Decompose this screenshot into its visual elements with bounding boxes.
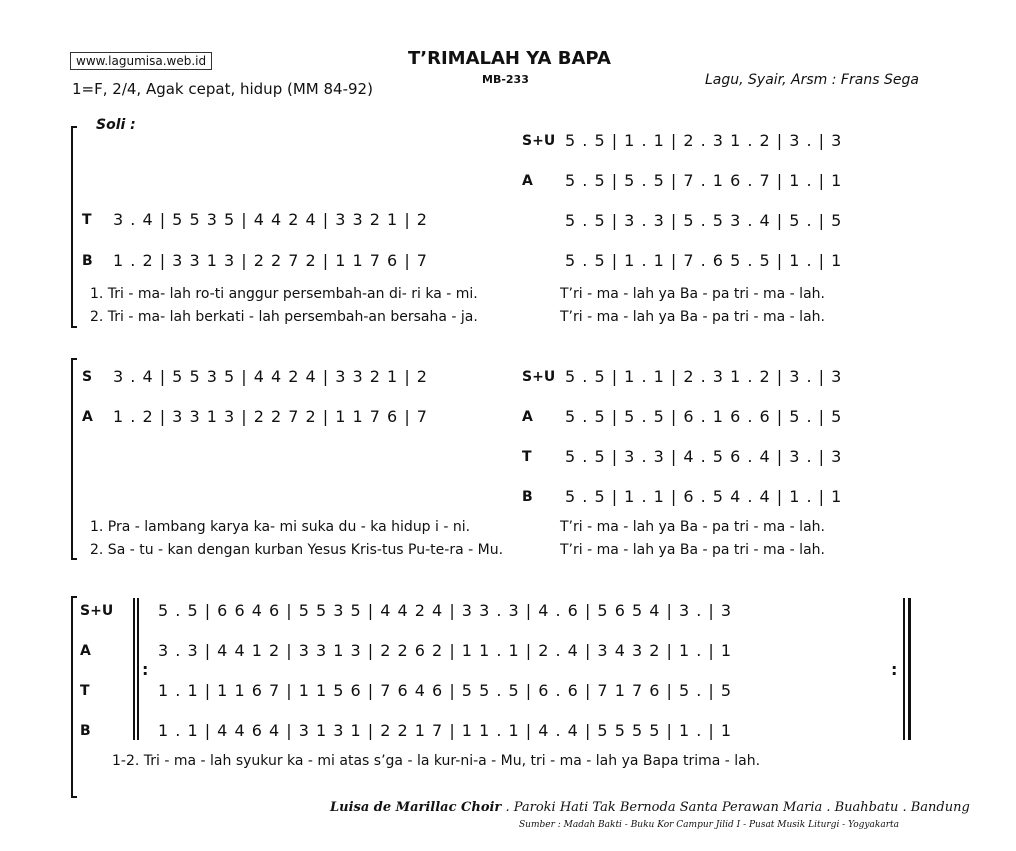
notes-su-2: 5 . 5 | 1 . 1 | 2 . 3 1 . 2 | 3 . | 3	[565, 367, 843, 386]
voice-label-a-2l: A	[82, 409, 93, 425]
notes-bass-2: 5 . 5 | 1 . 1 | 6 . 5 4 . 4 | 1 . | 1	[565, 487, 843, 506]
lyric-2-refrain2: T’ri - ma - lah ya Ba - pa tri - ma - lah.	[560, 542, 825, 558]
lyric-2-verse1: 1. Pra - lambang karya ka- mi suka du - ka hidup i - ni.	[90, 519, 471, 535]
voice-label-b-3: B	[80, 723, 91, 739]
parish-name: . Paroki Hati Tak Bernoda Santa Perawan Maria . Buahbatu . Bandung	[505, 800, 970, 815]
voice-label-t-3: T	[80, 683, 90, 699]
notes-alto-2l: 1 . 2 | 3 3 1 3 | 2 2 7 2 | 1 1 7 6 | 7	[113, 407, 428, 426]
credits: Lagu, Syair, Arsm : Frans Sega	[705, 72, 919, 88]
notes-alto-3: 3 . 3 | 4 4 1 2 | 3 3 1 3 | 2 2 6 2 | 1 1 . 1 | 2 . 4 | 3 4 3 2 | 1 . | 1	[158, 641, 733, 660]
repeat-dots-start: :	[142, 660, 149, 679]
repeat-bar-end-2	[908, 598, 911, 740]
notes-tenor-1: 5 . 5 | 3 . 3 | 5 . 5 3 . 4 | 5 . | 5	[565, 211, 843, 230]
notes-tenor-soli: 3 . 4 | 5 5 3 5 | 4 4 2 4 | 3 3 2 1 | 2	[113, 210, 428, 229]
repeat-dots-end: :	[891, 660, 898, 679]
voice-label-su-2: S+U	[522, 369, 556, 385]
website-label: www.lagumisa.web.id	[70, 52, 212, 70]
notes-bass-soli: 1 . 2 | 3 3 1 3 | 2 2 7 2 | 1 1 7 6 | 7	[113, 251, 428, 270]
system-bracket-3	[71, 596, 73, 798]
lyric-3: 1-2. Tri - ma - lah syukur ka - mi atas s’ga - la kur-ni-a - Mu, tri - ma - lah ya Bapa trima - lah.	[112, 753, 761, 769]
repeat-bar-end-1	[903, 598, 905, 740]
voice-label-a: A	[522, 173, 533, 189]
voice-label-a-2: A	[522, 409, 533, 425]
song-title: T’RIMALAH YA BAPA	[408, 48, 611, 69]
repeat-bar-start-1	[133, 598, 135, 740]
voice-label-su-3: S+U	[80, 603, 114, 619]
voice-label-s: S	[82, 369, 93, 385]
lyric-1-refrain2: T’ri - ma - lah ya Ba - pa tri - ma - lah.	[560, 309, 825, 325]
notes-bass-1: 5 . 5 | 1 . 1 | 7 . 6 5 . 5 | 1 . | 1	[565, 251, 843, 270]
lyric-2-refrain1: T’ri - ma - lah ya Ba - pa tri - ma - lah.	[560, 519, 825, 535]
lyric-1-verse1: 1. Tri - ma- lah ro-ti anggur persembah-an di- ri ka - mi.	[90, 286, 478, 302]
notes-su-3: 5 . 5 | 6 6 4 6 | 5 5 3 5 | 4 4 2 4 | 3 3 . 3 | 4 . 6 | 5 6 5 4 | 3 . | 3	[158, 601, 733, 620]
notes-tenor-2: 5 . 5 | 3 . 3 | 4 . 5 6 . 4 | 3 . | 3	[565, 447, 843, 466]
footer-choir-line	[330, 800, 970, 815]
lyric-1-verse2: 2. Tri - ma- lah berkati - lah persembah-an bersaha - ja.	[90, 309, 478, 325]
notes-soprano-2: 3 . 4 | 5 5 3 5 | 4 4 2 4 | 3 3 2 1 | 2	[113, 367, 428, 386]
voice-label-b-2: B	[522, 489, 533, 505]
footer-source: Sumber : Madah Bakti - Buku Kor Campur Jilid I - Pusat Musik Liturgi - Yogyakarta	[519, 820, 899, 830]
tempo-info: 1=F, 2/4, Agak cepat, hidup (MM 84-92)	[72, 80, 373, 98]
system-bracket-1	[71, 126, 73, 328]
system-bracket-2	[71, 358, 73, 560]
voice-label-b: B	[82, 253, 93, 269]
voice-label-su: S+U	[522, 133, 556, 149]
voice-label-t: T	[82, 212, 92, 228]
lyric-1-refrain1: T’ri - ma - lah ya Ba - pa tri - ma - lah.	[560, 286, 825, 302]
voice-label-a-3: A	[80, 643, 91, 659]
voice-label-t-2: T	[522, 449, 532, 465]
choir-name: Luisa de Marillac Choir	[330, 800, 502, 815]
notes-tenor-3: 1 . 1 | 1 1 6 7 | 1 1 5 6 | 7 6 4 6 | 5 5 . 5 | 6 . 6 | 7 1 7 6 | 5 . | 5	[158, 681, 733, 700]
soli-label: Soli :	[96, 117, 136, 133]
notes-alto-1: 5 . 5 | 5 . 5 | 7 . 1 6 . 7 | 1 . | 1	[565, 171, 843, 190]
notes-bass-3: 1 . 1 | 4 4 6 4 | 3 1 3 1 | 2 2 1 7 | 1 1 . 1 | 4 . 4 | 5 5 5 5 | 1 . | 1	[158, 721, 733, 740]
notes-su-1: 5 . 5 | 1 . 1 | 2 . 3 1 . 2 | 3 . | 3	[565, 131, 843, 150]
lyric-2-verse2: 2. Sa - tu - kan dengan kurban Yesus Kris-tus Pu-te-ra - Mu.	[90, 542, 504, 558]
repeat-bar-start-2	[137, 598, 139, 740]
song-code: MB-233	[482, 73, 529, 86]
notes-alto-2: 5 . 5 | 5 . 5 | 6 . 1 6 . 6 | 5 . | 5	[565, 407, 843, 426]
